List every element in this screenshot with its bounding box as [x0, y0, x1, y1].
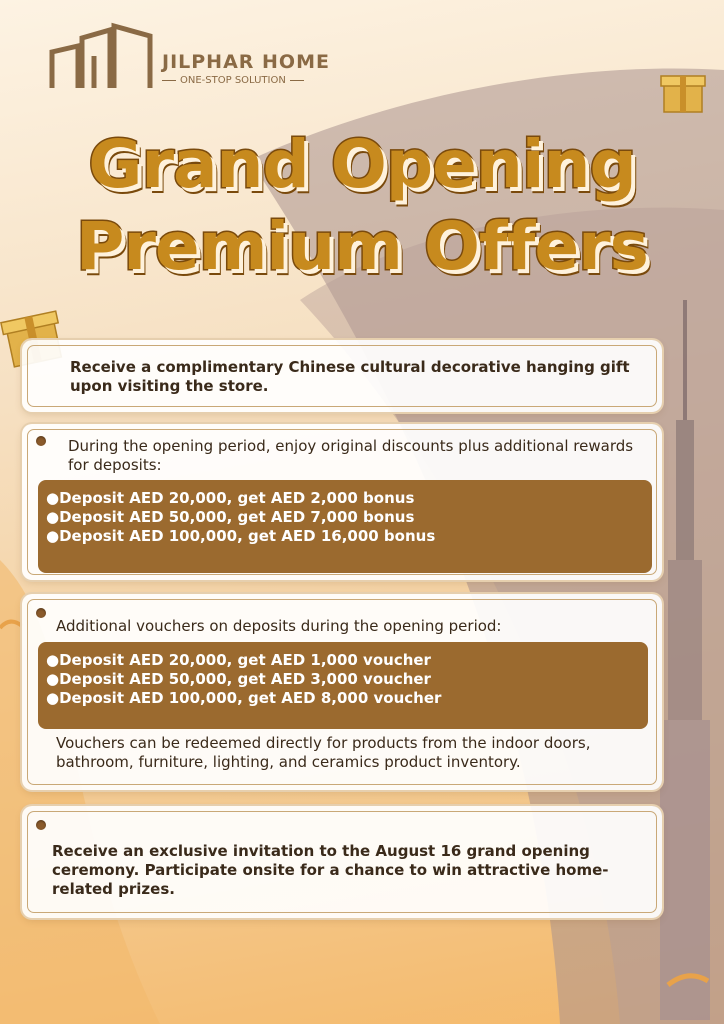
card-hole [36, 608, 46, 618]
voucher-item: ●Deposit AED 50,000, get AED 3,000 voucher [46, 670, 431, 688]
gift-box-icon [661, 76, 705, 112]
voucher-note: Vouchers can be redeemed directly for products from the indoor doors, bathroom, furniture, lighting, and ceramics product inventory. [56, 734, 591, 771]
voucher-box [38, 642, 648, 729]
card-hole [36, 820, 46, 830]
offer-card-invitation [22, 806, 662, 918]
card-hole [36, 436, 46, 446]
brand-tagline: ONE-STOP SOLUTION [180, 75, 286, 86]
invitation-text: Receive an exclusive invitation to the August 16 grand opening ceremony. Participate onsite for a chance to win attractive home-related prizes. [52, 842, 609, 898]
voucher-intro: Additional vouchers on deposits during the opening period: [56, 617, 502, 635]
deposit-bonus-box [38, 480, 652, 573]
deposit-bonus-item: ●Deposit AED 50,000, get AED 7,000 bonus [46, 508, 415, 526]
brand-logo [48, 22, 330, 90]
deposit-bonus-item: ●Deposit AED 100,000, get AED 16,000 bonus [46, 527, 436, 545]
headline-line-1: Grand Opening [88, 126, 636, 203]
offer-card-deposit-bonus [22, 424, 662, 580]
deposit-bonus-item: ●Deposit AED 20,000, get AED 2,000 bonus [46, 489, 415, 507]
offer-gift-text: Receive a complimentary Chinese cultural decorative hanging gift upon visiting the store. [70, 358, 630, 395]
voucher-item: ●Deposit AED 20,000, get AED 1,000 voucher [46, 651, 431, 669]
deposit-bonus-intro: During the opening period, enjoy original discounts plus additional rewards for deposits: [68, 437, 634, 474]
brand-name: JILPHAR HOME [162, 51, 330, 73]
building-logo-icon [48, 22, 154, 90]
voucher-item: ●Deposit AED 100,000, get AED 8,000 voucher [46, 689, 442, 707]
headline-line-2: Premium Offers [76, 208, 648, 285]
offer-card-gift [22, 340, 662, 412]
offer-card-vouchers [22, 594, 662, 790]
